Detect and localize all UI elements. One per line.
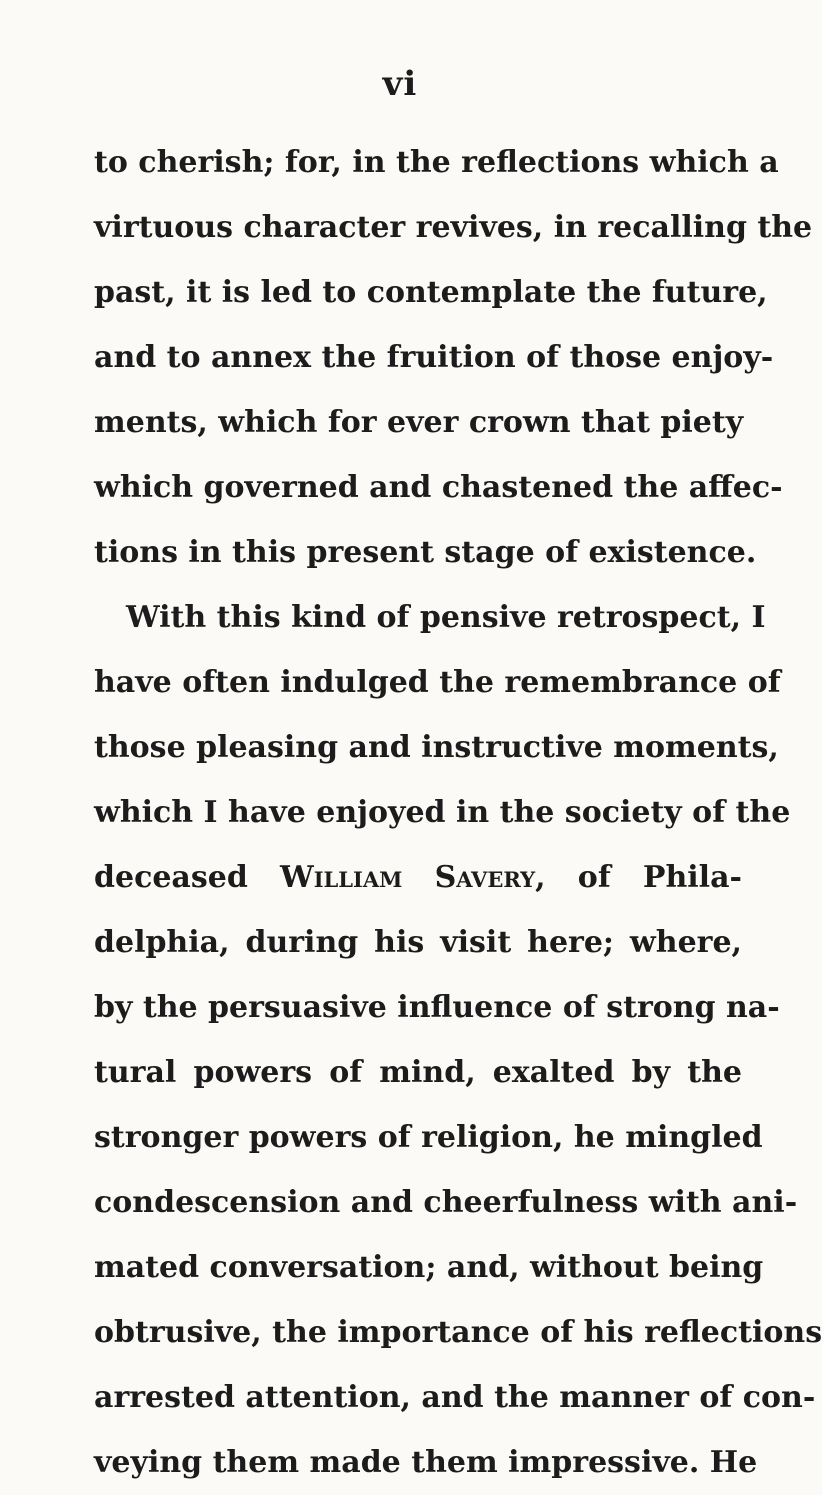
text-line: tions in this present stage of existence.	[94, 535, 757, 570]
body-text	[94, 130, 822, 1495]
text-line: virtuous character revives, in recalling the	[94, 210, 813, 245]
text-fragment: , of Phila-	[535, 860, 742, 895]
text-line: and to annex the fruition of those enjoy-	[94, 340, 774, 375]
text-line: by the persuasive influence of strong na-	[94, 990, 780, 1025]
person-name: William Savery	[280, 860, 536, 895]
text-line: obtrusive, the importance of his reflections	[94, 1315, 822, 1350]
page-number: vi	[382, 64, 418, 104]
text-line: veying them made them impressive. He	[94, 1445, 758, 1480]
text-line: condescension and cheerfulness with ani-	[94, 1185, 798, 1220]
text-line: have often indulged the remembrance of	[94, 665, 781, 700]
text-line: to cherish; for, in the reflections which a	[94, 145, 779, 180]
text-line: which governed and chastened the affec-	[94, 470, 783, 505]
text-line: mated conversation; and, without being	[94, 1250, 764, 1285]
text-line: tural powers of mind, exalted by the	[94, 1055, 742, 1090]
text-line: With this kind of pensive retrospect, I	[126, 600, 766, 635]
text-line: ments, which for ever crown that piety	[94, 405, 744, 440]
text-line: stronger powers of religion, he mingled	[94, 1120, 763, 1155]
text-line-with-name	[94, 845, 742, 910]
text-line: which I have enjoyed in the society of the	[94, 795, 791, 830]
text-fragment: deceased	[94, 860, 281, 895]
text-line: delphia, during his visit here; where,	[94, 925, 742, 960]
text-line: arrested attention, and the manner of con-	[94, 1380, 816, 1415]
text-line: those pleasing and instructive moments,	[94, 730, 779, 765]
text-line: past, it is led to contemplate the future,	[94, 275, 768, 310]
